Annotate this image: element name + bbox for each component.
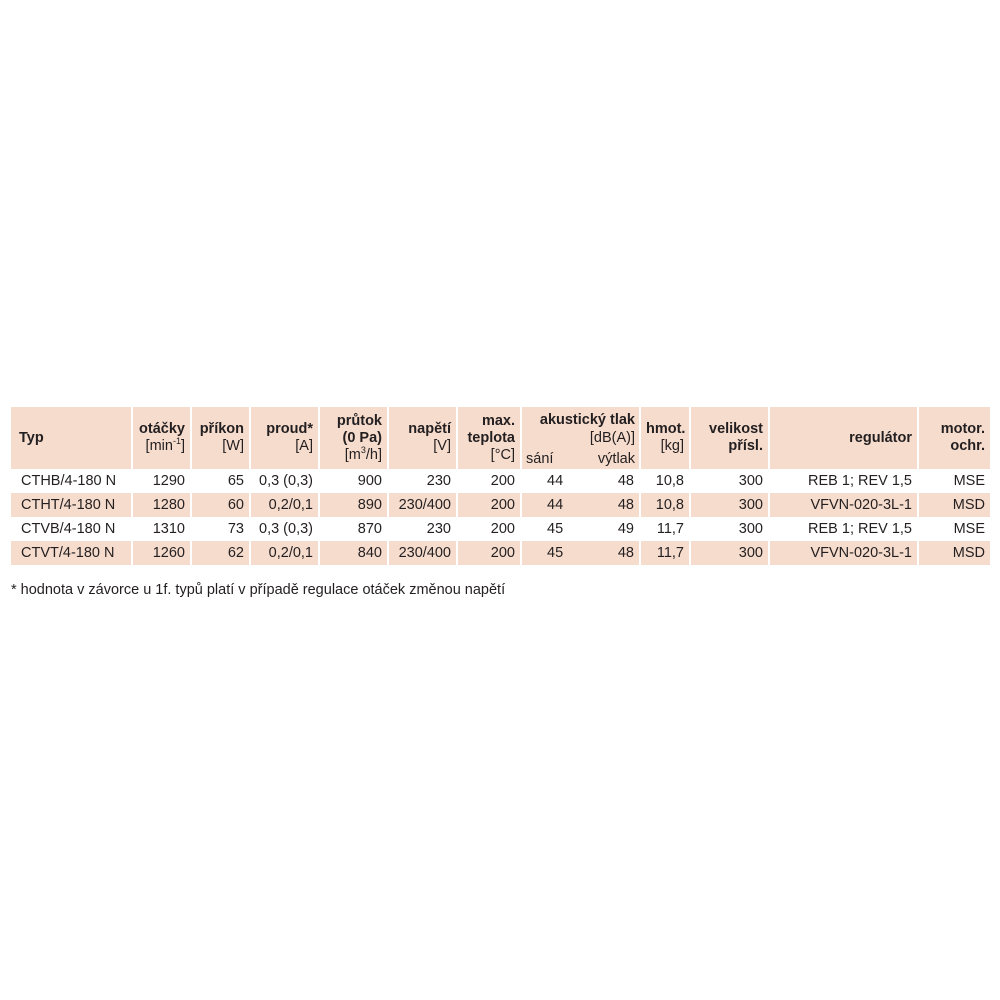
cell-motor: MSE xyxy=(953,473,985,489)
cell-prutok: 900 xyxy=(357,473,382,489)
cell-hmot: 11,7 xyxy=(656,521,684,537)
cell-sani: 45 xyxy=(547,545,564,561)
col-header-typ: Typ xyxy=(11,407,131,469)
footnote: * hodnota v závorce u 1f. typů platí v případě regulace otáček změnou napětí xyxy=(11,582,506,598)
cell-akustika xyxy=(522,469,639,493)
col-header-napeti: napětí [V] xyxy=(389,407,456,469)
cell-proud: 0,2/0,1 xyxy=(251,541,318,565)
cell-proud: 0,3 (0,3) xyxy=(259,473,313,489)
cell-vytlak: 49 xyxy=(617,521,634,537)
col-header-hmot: hmot. [kg] xyxy=(641,407,689,469)
cell-typ: CTHT/4-180 N xyxy=(11,493,131,517)
cell-otacky: 1290 xyxy=(152,473,185,489)
cell-teplota: 200 xyxy=(458,493,520,517)
cell-motor: MSE xyxy=(953,521,985,537)
cell-regulator: REB 1; REV 1,5 xyxy=(808,521,912,537)
cell-hmot: 11,7 xyxy=(641,541,689,565)
cell-napeti: 230 xyxy=(426,521,451,537)
cell-regulator: VFVN-020-3L-1 xyxy=(770,493,917,517)
cell-velikost: 300 xyxy=(738,521,763,537)
col-header-velikost: velikost přísl. xyxy=(691,407,768,469)
subheader-sani: sání xyxy=(526,451,554,467)
cell-otacky: 1280 xyxy=(133,493,190,517)
cell-hmot: 10,8 xyxy=(655,473,684,489)
col-header-prutok: průtok (0 Pa) $[m^3/h]$ xyxy=(320,407,387,469)
col-header-proud: proud* [A] xyxy=(251,407,318,469)
cell-velikost: 300 xyxy=(691,541,768,565)
table-row xyxy=(11,541,990,565)
cell-sani: 44 xyxy=(547,497,564,513)
table-row xyxy=(11,469,990,493)
header-row xyxy=(11,407,990,469)
spec-table xyxy=(9,407,992,565)
cell-typ: CTVB/4-180 N xyxy=(21,521,116,537)
cell-hmot: 10,8 xyxy=(641,493,689,517)
cell-akustika xyxy=(522,541,639,565)
cell-prikon: 62 xyxy=(192,541,249,565)
cell-vytlak: 48 xyxy=(617,473,634,489)
cell-proud: 0,2/0,1 xyxy=(251,493,318,517)
cell-akustika xyxy=(522,517,639,541)
cell-motor: MSD xyxy=(919,493,990,517)
cell-napeti: 230/400 xyxy=(389,541,456,565)
cell-napeti: 230 xyxy=(426,473,451,489)
cell-prikon: 73 xyxy=(227,521,244,537)
cell-regulator: VFVN-020-3L-1 xyxy=(770,541,917,565)
col-header-teplota: max. teplota [°C] xyxy=(458,407,520,469)
cell-otacky: 1310 xyxy=(152,521,185,537)
cell-teplota: 200 xyxy=(458,541,520,565)
cell-otacky: 1260 xyxy=(133,541,190,565)
table-row xyxy=(11,517,990,541)
cell-velikost: 300 xyxy=(691,493,768,517)
cell-vytlak: 48 xyxy=(617,497,634,513)
cell-typ: CTVT/4-180 N xyxy=(11,541,131,565)
col-header-motor: motor. ochr. xyxy=(919,407,990,469)
cell-velikost: 300 xyxy=(738,473,763,489)
cell-motor: MSD xyxy=(919,541,990,565)
cell-prutok: 890 xyxy=(320,493,387,517)
cell-teplota: 200 xyxy=(490,473,515,489)
cell-akustika xyxy=(522,493,639,517)
cell-prikon: 65 xyxy=(227,473,244,489)
cell-typ: CTHB/4-180 N xyxy=(21,473,117,489)
cell-sani: 45 xyxy=(547,521,564,537)
col-header-akusticky-tlak: akustický tlak [dB(A)] sání výtlak xyxy=(522,407,639,469)
cell-regulator: REB 1; REV 1,5 xyxy=(808,473,912,489)
cell-prutok: 870 xyxy=(357,521,382,537)
subheader-vytlak: výtlak xyxy=(597,451,635,467)
cell-prikon: 60 xyxy=(192,493,249,517)
col-header-regulator: regulátor xyxy=(770,407,917,469)
col-header-prikon: příkon [W] xyxy=(192,407,249,469)
cell-vytlak: 48 xyxy=(617,545,634,561)
table-row xyxy=(11,493,990,517)
cell-proud: 0,3 (0,3) xyxy=(259,521,313,537)
col-header-otacky: otáčky $[\min^{-1}]$ xyxy=(133,407,190,469)
cell-prutok: 840 xyxy=(320,541,387,565)
cell-teplota: 200 xyxy=(490,521,515,537)
cell-napeti: 230/400 xyxy=(389,493,456,517)
cell-sani: 44 xyxy=(547,473,564,489)
